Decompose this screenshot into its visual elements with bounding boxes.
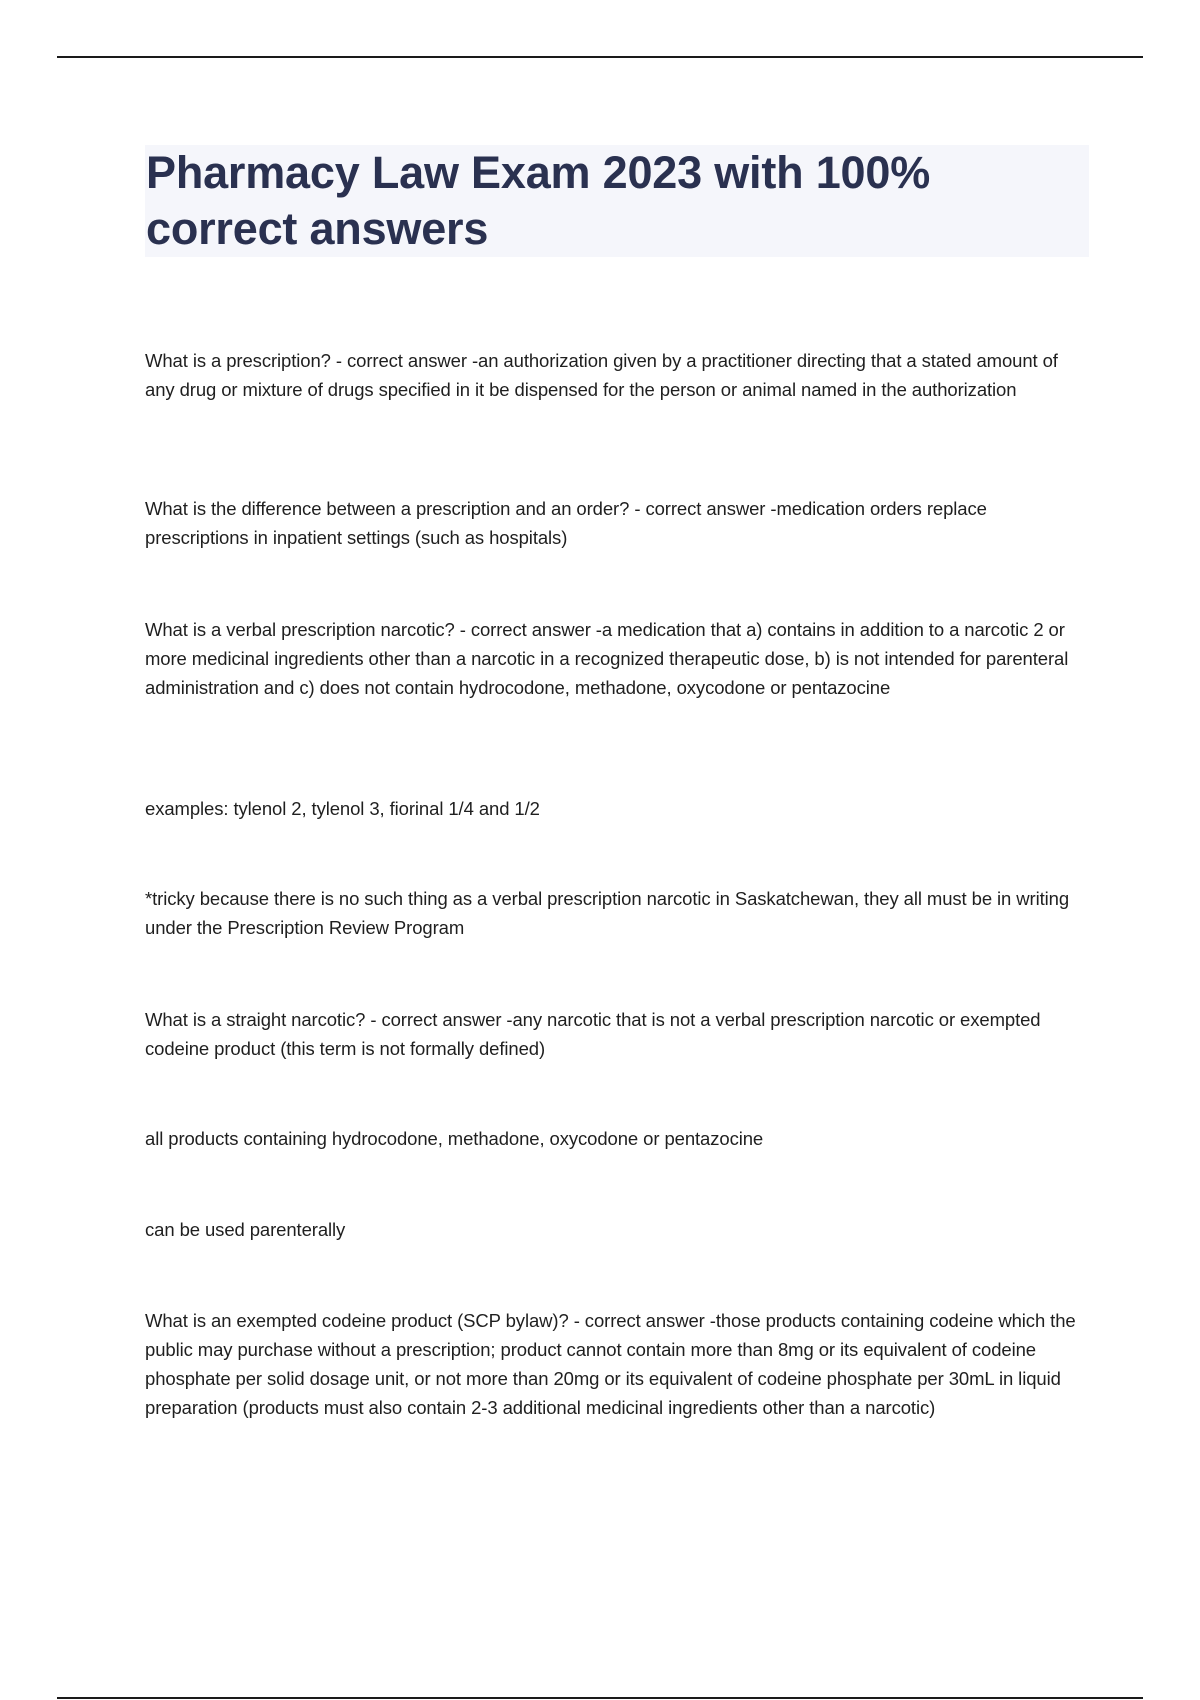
paragraph-exempted-codeine: What is an exempted codeine product (SCP bylaw)? - correct answer -those products containing codeine which the public may purchase without a prescription; product cannot contain more than 8mg or its equivalent of codeine phosphate per solid dosage unit, or not more than 20mg or its equivalent of codeine phosphate per 30mL in liquid preparation (products must also contain 2-3 additional medicinal ingredients other than a narcotic) bbox=[145, 1310, 1076, 1418]
paragraph-examples: examples: tylenol 2, tylenol 3, fiorinal 1/4 and 1/2 bbox=[145, 798, 540, 819]
paragraph-tricky-note: *tricky because there is no such thing as a verbal prescription narcotic in Saskatchewan, they all must be in writing under the Prescription Review Program bbox=[145, 888, 1070, 938]
document-title: Pharmacy Law Exam 2023 with 100% correct answers bbox=[146, 147, 931, 254]
footer-rule bbox=[57, 1697, 1143, 1699]
paragraph-prescription-vs-order: What is the difference between a prescription and an order? - correct answer -medication orders replace prescriptions in inpatient settings (such as hospitals) bbox=[145, 498, 987, 548]
paragraph-parenterally: can be used parenterally bbox=[145, 1219, 346, 1240]
title-block bbox=[145, 145, 1089, 257]
paragraph-prescription: What is a prescription? - correct answer -an authorization given by a practitioner directing that a stated amount of any drug or mixture of drugs specified in it be dispensed for the person or animal named in the authorization bbox=[145, 350, 1058, 400]
paragraph-verbal-prescription-narcotic: What is a verbal prescription narcotic? - correct answer -a medication that a) contains in addition to a narcotic 2 or more medicinal ingredients other than a narcotic in a recognized therapeutic dose, b) is not intended for parenteral administration and c) does not contain hydrocodone, methadone, oxycodone or pentazocine bbox=[145, 619, 1069, 698]
header-rule bbox=[57, 56, 1143, 58]
paragraph-straight-narcotic: What is a straight narcotic? - correct answer -any narcotic that is not a verbal prescription narcotic or exempted codeine product (this term is not formally defined) bbox=[145, 1009, 1041, 1059]
paragraph-all-products: all products containing hydrocodone, methadone, oxycodone or pentazocine bbox=[145, 1128, 764, 1149]
